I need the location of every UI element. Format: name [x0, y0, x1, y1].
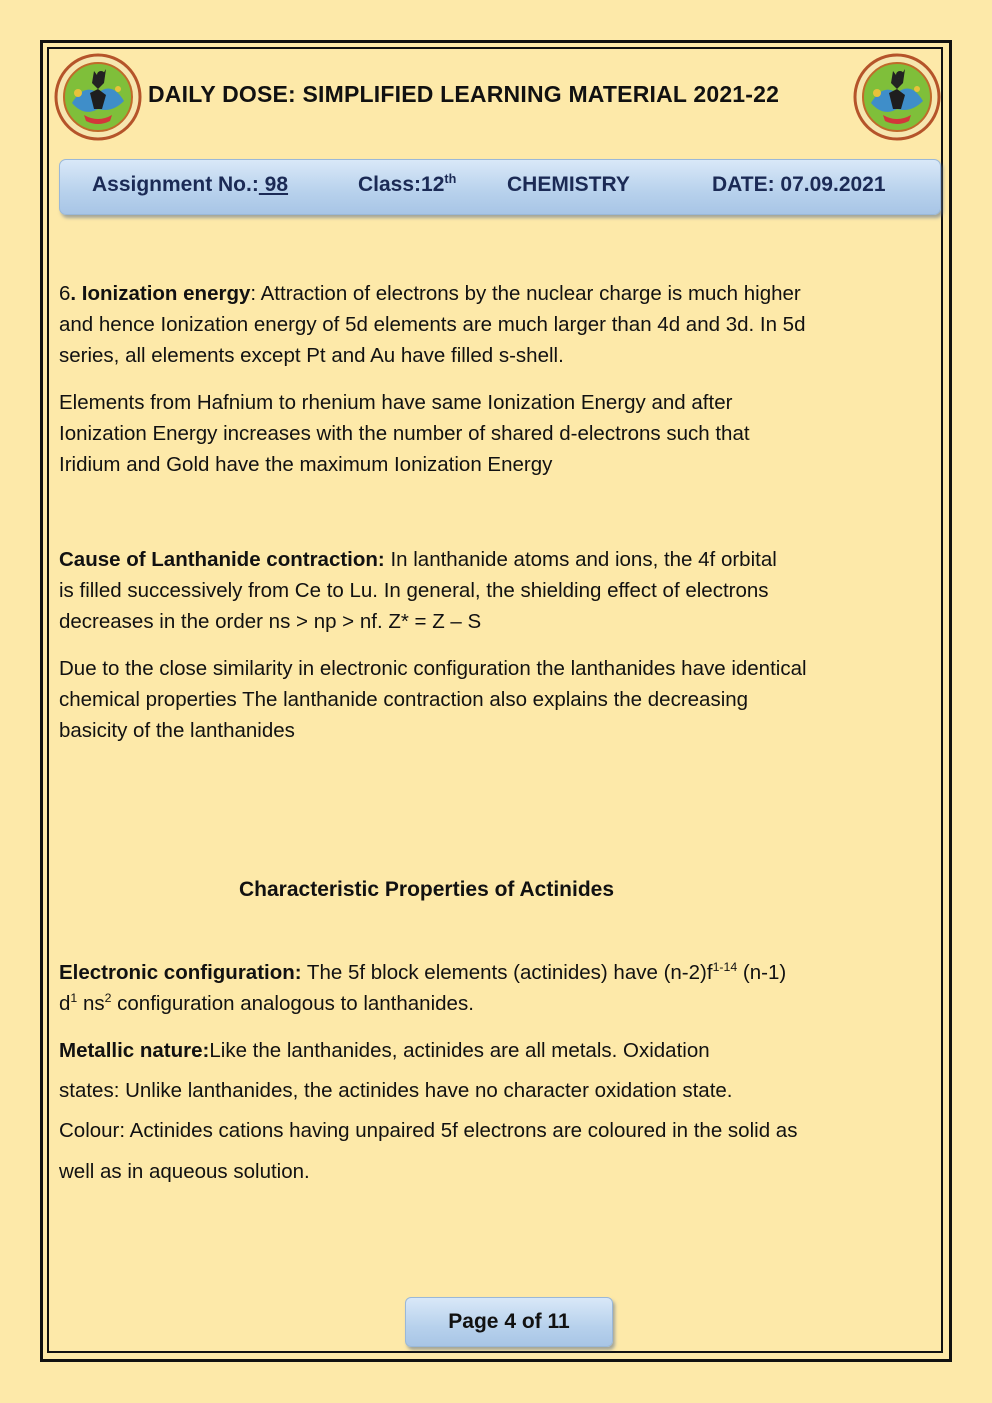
- metallic-title: Metallic nature:: [59, 1039, 210, 1062]
- school-emblem-icon: [853, 53, 941, 141]
- assignment-number: 98: [258, 173, 289, 196]
- ionization-title: . Ionization energy: [70, 282, 251, 305]
- electronic-config-paragraph: Electronic configuration: The 5f block elements (actinides) have $(n-2)f^{1-14}$ (n-1) $d^1$ $ns^2$ configuration analogous to lanthanides.: [59, 960, 787, 1015]
- assignment-bar: [59, 159, 941, 215]
- metallic-nature-line: Metallic nature:Like the lanthanides, actinides are all metals. Oxidation: [59, 1039, 710, 1062]
- similarity-paragraph: Due to the close similarity in electronic configuration the lanthanides have identical chemical properties The lanthanide contraction also explains the decreasing basicity of the lanthanides: [59, 657, 807, 742]
- electronic-config-title: Electronic configuration:: [59, 961, 302, 984]
- lanthanide-cause-paragraph: Cause of Lanthanide contraction: In lanthanide atoms and ions, the 4f orbital is filled successively from Ce to Lu. In general, the shielding effect of electrons decreases in the order ns > np > nf. Z* = Z – S: [59, 548, 777, 633]
- school-emblem-icon: [54, 53, 142, 141]
- hafnium-paragraph: Elements from Hafnium to rhenium have same Ionization Energy and after Ionization Energy increases with the number of shared d-electrons such that Iridium and Gold have the maximum Ionization Energy: [59, 391, 750, 476]
- subject-label: CHEMISTRY: [507, 173, 630, 196]
- colour-line-continued: well as in aqueous solution.: [59, 1160, 310, 1183]
- states-line: states: Unlike lanthanides, the actinides have no character oxidation state.: [59, 1079, 733, 1102]
- assignment-label: Assignment No.: 98: [92, 173, 289, 196]
- date-label: DATE: 07.09.2021: [712, 173, 886, 196]
- colour-line: Colour: Actinides cations having unpaired 5f electrons are coloured in the solid as: [59, 1119, 798, 1142]
- page-number-badge: Page 4 of 11: [405, 1297, 613, 1347]
- ionization-paragraph: 6. Ionization energy: Attraction of electrons by the nuclear charge is much higher and hence Ionization energy of 5d elements are much larger than 4d and 3d. In 5d series, all elements except Pt and Au have filled s-shell.: [59, 282, 806, 367]
- actinides-heading: Characteristic Properties of Actinides: [239, 878, 615, 901]
- header-title: DAILY DOSE: SIMPLIFIED LEARNING MATERIAL 2021-22: [148, 81, 780, 107]
- lanthanide-cause-title: Cause of Lanthanide contraction:: [59, 548, 385, 571]
- class-label: Class:12th: [358, 172, 457, 196]
